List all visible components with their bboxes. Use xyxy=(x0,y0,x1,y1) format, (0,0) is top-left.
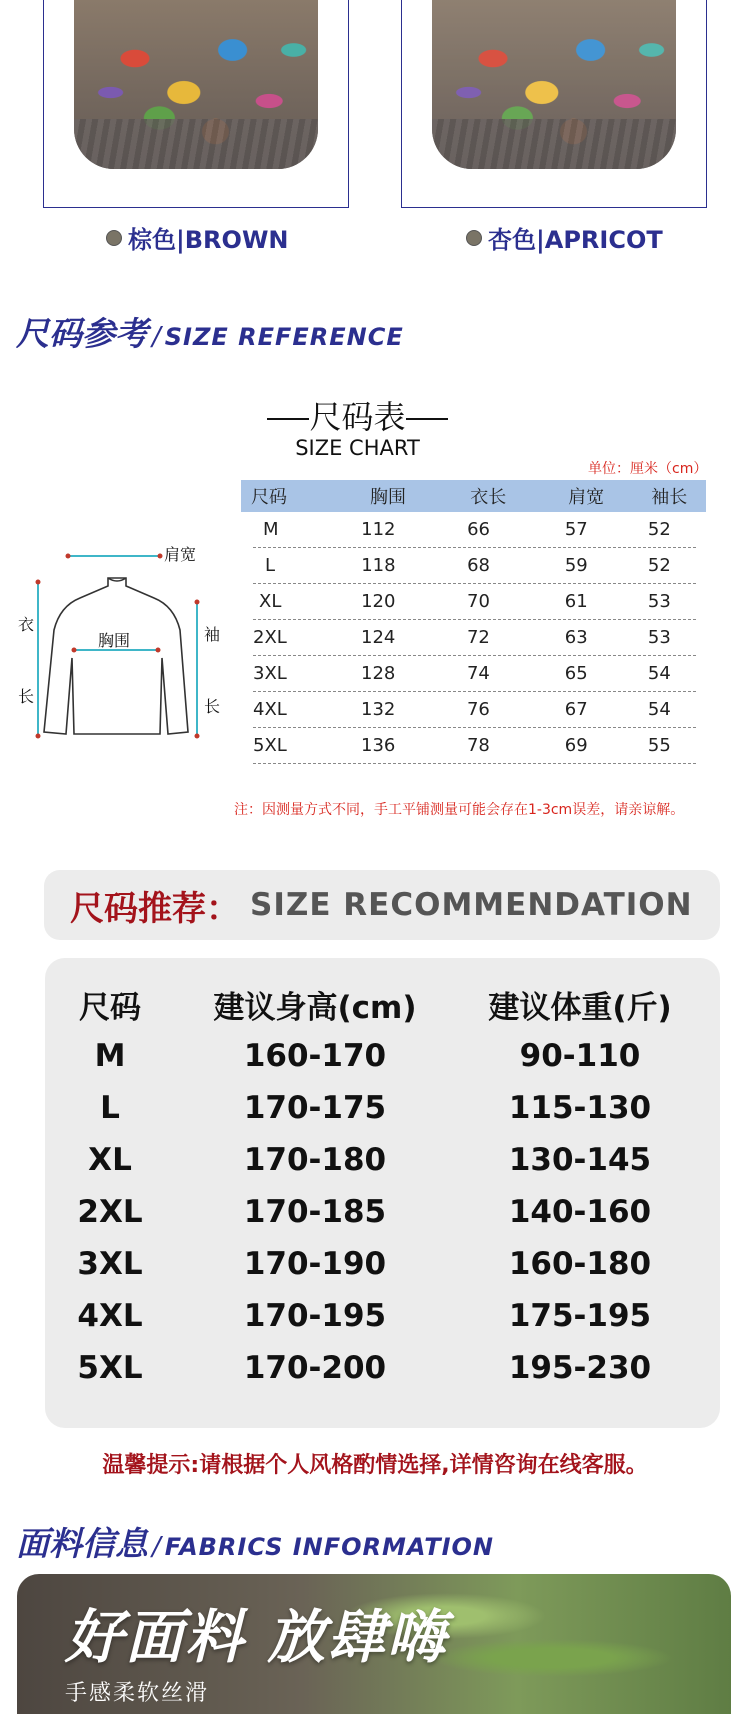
column-header: 尺码 xyxy=(251,487,287,508)
table-cell: 115-130 xyxy=(508,1090,652,1126)
measurement-note: 注：因测量方式不同，手工平铺测量可能会存在1-3cm误差，请亲谅解。 xyxy=(234,802,685,818)
unit-label: 单位：厘米（cm） xyxy=(588,461,708,477)
table-cell: 130-145 xyxy=(508,1142,652,1178)
table-cell: 67 xyxy=(564,699,588,720)
size-reference-heading xyxy=(16,308,404,355)
length-label-bottom: 长 xyxy=(18,687,35,706)
table-cell: 170-195 xyxy=(243,1298,387,1334)
table-cell: 54 xyxy=(647,663,671,684)
table-row xyxy=(45,1342,720,1394)
table-cell: 175-195 xyxy=(508,1298,652,1334)
column-header: 袖长 xyxy=(651,487,688,508)
table-row xyxy=(45,1030,720,1082)
table-cell: 70 xyxy=(467,591,490,612)
table-cell: 52 xyxy=(647,519,671,540)
table-cell: 140-160 xyxy=(508,1194,652,1230)
fabric-banner xyxy=(17,1574,731,1714)
size-recommendation-heading xyxy=(44,870,720,940)
size-table-header xyxy=(241,480,706,512)
fabrics-heading xyxy=(16,1518,494,1565)
table-cell: 52 xyxy=(647,555,671,576)
sweater-hem xyxy=(432,119,676,169)
column-header: 衣长 xyxy=(470,487,507,508)
product-photo-apricot xyxy=(401,0,707,208)
table-cell: M xyxy=(94,1038,126,1074)
table-cell: 53 xyxy=(647,591,671,612)
heading-separator: / xyxy=(152,322,161,352)
table-cell: 170-185 xyxy=(243,1194,387,1230)
chest-label: 胸围 xyxy=(98,631,131,650)
column-header: 尺码 xyxy=(79,989,141,1026)
table-cell: 63 xyxy=(564,627,588,648)
table-cell: 3XL xyxy=(77,1246,143,1282)
table-cell: 5XL xyxy=(253,735,287,756)
table-row xyxy=(45,1290,720,1342)
table-row xyxy=(45,1186,720,1238)
table-cell: 4XL xyxy=(253,699,287,720)
measurement-diagram xyxy=(10,540,228,740)
table-cell: 170-200 xyxy=(243,1350,387,1386)
table-row xyxy=(45,1134,720,1186)
color-dot-icon xyxy=(106,230,122,246)
table-cell: 59 xyxy=(564,555,588,576)
length-label-top: 衣 xyxy=(18,615,35,634)
table-cell: 132 xyxy=(361,699,396,720)
table-cell: 160-180 xyxy=(508,1246,652,1282)
fabric-banner-title: 好面料 放肆嗨 xyxy=(65,1603,448,1671)
table-cell: XL xyxy=(259,591,282,612)
table-header-row xyxy=(45,978,720,1030)
heading-en: SIZE REFERENCE xyxy=(164,323,404,351)
shoulder-label: 肩宽 xyxy=(164,545,197,564)
table-cell: 65 xyxy=(564,663,588,684)
table-cell: 195-230 xyxy=(508,1350,652,1386)
table-cell: 124 xyxy=(361,627,396,648)
heading-separator: / xyxy=(152,1532,161,1562)
table-cell: 76 xyxy=(466,699,490,720)
table-cell: 5XL xyxy=(77,1350,143,1386)
table-cell: L xyxy=(100,1090,120,1126)
color-label-brown: 棕色|BROWN xyxy=(128,226,289,254)
table-cell: 53 xyxy=(647,627,671,648)
table-cell: XL xyxy=(88,1142,132,1178)
table-cell: 170-180 xyxy=(243,1142,387,1178)
column-header: 肩宽 xyxy=(568,487,605,508)
size-recommendation-table xyxy=(45,958,720,1428)
table-cell: 72 xyxy=(466,627,490,648)
heading-cn: 面料信息 xyxy=(16,1524,148,1563)
heading-cn: 尺码参考 xyxy=(16,314,148,353)
table-cell: 170-190 xyxy=(243,1246,387,1282)
heading-en: FABRICS INFORMATION xyxy=(164,1533,494,1561)
table-cell: 3XL xyxy=(253,663,287,684)
color-dot-icon xyxy=(466,230,482,246)
table-row xyxy=(253,728,696,764)
table-cell: 55 xyxy=(647,735,671,756)
table-cell: 4XL xyxy=(77,1298,143,1334)
table-row xyxy=(45,1238,720,1290)
color-option-brown[interactable] xyxy=(106,220,289,255)
recommendation-tip: 温馨提示:请根据个人风格酌情选择,详情咨询在线客服。 xyxy=(102,1453,648,1478)
fabric-banner-subtitle: 手感柔软丝滑 xyxy=(65,1681,210,1706)
table-cell: 66 xyxy=(467,519,490,540)
table-cell: 54 xyxy=(647,699,671,720)
table-cell: 57 xyxy=(564,519,588,540)
sleeve-label-bottom: 长 xyxy=(204,697,221,716)
table-row xyxy=(253,512,696,548)
table-cell: 69 xyxy=(564,735,588,756)
size-table xyxy=(241,480,706,764)
table-row xyxy=(253,656,696,692)
table-cell: 90-110 xyxy=(519,1038,641,1074)
column-header: 胸围 xyxy=(369,487,406,508)
table-cell: 170-175 xyxy=(243,1090,387,1126)
product-photo-brown xyxy=(43,0,349,208)
table-row xyxy=(253,692,696,728)
table-cell: 136 xyxy=(361,735,396,756)
table-row xyxy=(45,1082,720,1134)
table-cell: 128 xyxy=(361,663,396,684)
table-cell: 68 xyxy=(467,555,490,576)
heading-cn: 尺码推荐： xyxy=(70,888,240,929)
heading-en: SIZE RECOMMENDATION xyxy=(250,887,693,923)
table-cell: 112 xyxy=(361,519,396,540)
table-row xyxy=(253,620,696,656)
table-cell: L xyxy=(265,555,276,576)
table-row xyxy=(253,584,696,620)
size-chart-title xyxy=(245,392,470,438)
sleeve-label-top: 袖 xyxy=(204,625,221,644)
table-cell: M xyxy=(263,519,279,540)
table-cell: 74 xyxy=(466,663,490,684)
table-cell: 78 xyxy=(466,735,490,756)
chart-title-text: 尺码表 xyxy=(309,398,406,436)
color-option-apricot[interactable] xyxy=(466,220,663,255)
color-label-apricot: 杏色|APRICOT xyxy=(488,226,663,254)
size-chart-subtitle: SIZE CHART xyxy=(295,436,420,460)
table-cell: 2XL xyxy=(253,627,287,648)
table-cell: 61 xyxy=(564,591,588,612)
table-row xyxy=(253,548,696,584)
table-cell: 2XL xyxy=(77,1194,143,1230)
table-cell: 120 xyxy=(361,591,396,612)
table-cell: 118 xyxy=(361,555,396,576)
column-header: 建议身高(cm) xyxy=(213,989,417,1026)
sweater-hem xyxy=(74,119,318,169)
table-cell: 160-170 xyxy=(243,1038,387,1074)
column-header: 建议体重(斤) xyxy=(488,989,672,1026)
